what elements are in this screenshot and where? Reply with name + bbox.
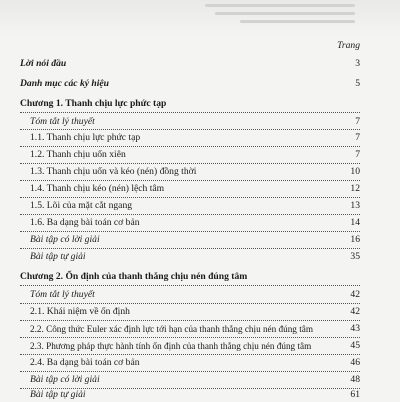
toc-entry-page: 45 — [350, 340, 360, 351]
toc-entry[interactable] — [0, 115, 400, 129]
toc-entry-title: 2.3. Phương pháp thực hành tính ổn định của thanh thẳng chịu nén đúng tâm — [30, 341, 312, 351]
row-divider — [20, 320, 360, 321]
toc-entry-preface[interactable] — [0, 57, 400, 71]
toc-entry[interactable] — [0, 356, 400, 370]
toc-entry-page: 42 — [350, 289, 360, 300]
toc-entry-title: 1.3. Thanh chịu uốn và kéo (nén) đồng thời — [30, 166, 197, 177]
row-divider — [20, 146, 360, 147]
row-divider — [20, 197, 360, 198]
toc-entry-page: 16 — [350, 234, 360, 245]
toc-entry-page: 35 — [350, 251, 360, 262]
row-divider — [20, 231, 360, 232]
toc-entry-title: 1.5. Lõi của mặt cắt ngang — [30, 200, 133, 211]
toc-entry-title: Bài tập tự giải — [30, 251, 86, 262]
toc-entry-title: 2.1. Khái niệm về ổn định — [30, 306, 130, 317]
toc-entry-symbols[interactable] — [0, 77, 400, 91]
toc-chapter-title: Chương 2. Ổn định của thanh thẳng chịu nén đúng tâm — [20, 271, 248, 282]
toc-entry-page: 43 — [350, 323, 360, 334]
toc-entry-page: 7 — [355, 116, 360, 127]
toc-entry-title: Danh mục các ký hiệu — [20, 78, 110, 89]
row-divider — [20, 248, 360, 249]
row-divider — [20, 129, 360, 130]
toc-entry-title: Bài tập tự giải — [30, 389, 86, 400]
toc-entry-title: 2.2. Công thức Euler xác định lực tới hạn của thanh thẳng chịu nén đúng tâm — [30, 324, 313, 334]
toc-entry-title: 2.4. Ba dạng bài toán cơ bản — [30, 357, 140, 368]
toc-entry-title: Tóm tắt lý thuyết — [30, 289, 95, 300]
toc-entry[interactable] — [0, 250, 400, 264]
toc-entry-page: 7 — [355, 149, 360, 160]
toc-entry-title: Bài tập có lời giải — [30, 234, 100, 245]
toc-entry[interactable] — [0, 131, 400, 145]
toc-entry-page: 13 — [350, 200, 360, 211]
toc-entry[interactable] — [0, 233, 400, 247]
toc-entry-title: 1.6. Ba dạng bài toán cơ bản — [30, 217, 140, 228]
toc-entry[interactable] — [0, 322, 400, 336]
toc-entry-page: 46 — [350, 357, 360, 368]
toc-entry-title: Bài tập có lời giải — [30, 374, 100, 385]
toc-entry-page: 7 — [355, 132, 360, 143]
row-divider — [20, 303, 360, 304]
toc-entry-page: 61 — [350, 389, 360, 400]
toc-entry-page: 12 — [350, 183, 360, 194]
toc-entry-page: 10 — [350, 166, 360, 177]
row-divider — [20, 337, 360, 338]
row-divider — [20, 214, 360, 215]
toc-entry[interactable] — [0, 216, 400, 230]
row-divider — [20, 163, 360, 164]
toc-entry-title: Lời nói đầu — [20, 58, 67, 69]
row-divider — [20, 354, 360, 355]
toc-entry-title: Tóm tắt lý thuyết — [30, 116, 95, 127]
toc-entry-title: 1.4. Thanh chịu kéo (nén) lệch tâm — [30, 183, 165, 194]
toc-entry[interactable] — [0, 199, 400, 213]
row-divider — [20, 371, 360, 372]
toc-chapter-2[interactable] — [0, 270, 400, 284]
toc-entry[interactable] — [0, 339, 400, 353]
toc-entry[interactable] — [0, 305, 400, 319]
toc-chapter-title: Chương 1. Thanh chịu lực phức tạp — [20, 98, 167, 109]
toc-entry[interactable] — [0, 288, 400, 302]
chapter-divider — [20, 285, 360, 286]
toc-entry-page: 5 — [355, 78, 360, 89]
toc-entry-title: 1.2. Thanh chịu uốn xiên — [30, 149, 126, 160]
toc-chapter-1[interactable] — [0, 97, 400, 111]
chapter-divider — [20, 112, 360, 113]
toc-entry[interactable] — [0, 182, 400, 196]
toc-entry-page: 42 — [350, 306, 360, 317]
row-divider — [20, 180, 360, 181]
toc-entry-page: 48 — [350, 374, 360, 385]
page-column-header: Trang — [337, 40, 360, 51]
toc-entry[interactable] — [0, 148, 400, 162]
toc-entry[interactable] — [0, 165, 400, 179]
toc-entry-title: 1.1. Thanh chịu lực phức tạp — [30, 132, 141, 143]
toc-entry[interactable] — [0, 373, 400, 387]
toc-entry-page: 14 — [350, 217, 360, 228]
toc-entry-page: 3 — [355, 58, 360, 69]
